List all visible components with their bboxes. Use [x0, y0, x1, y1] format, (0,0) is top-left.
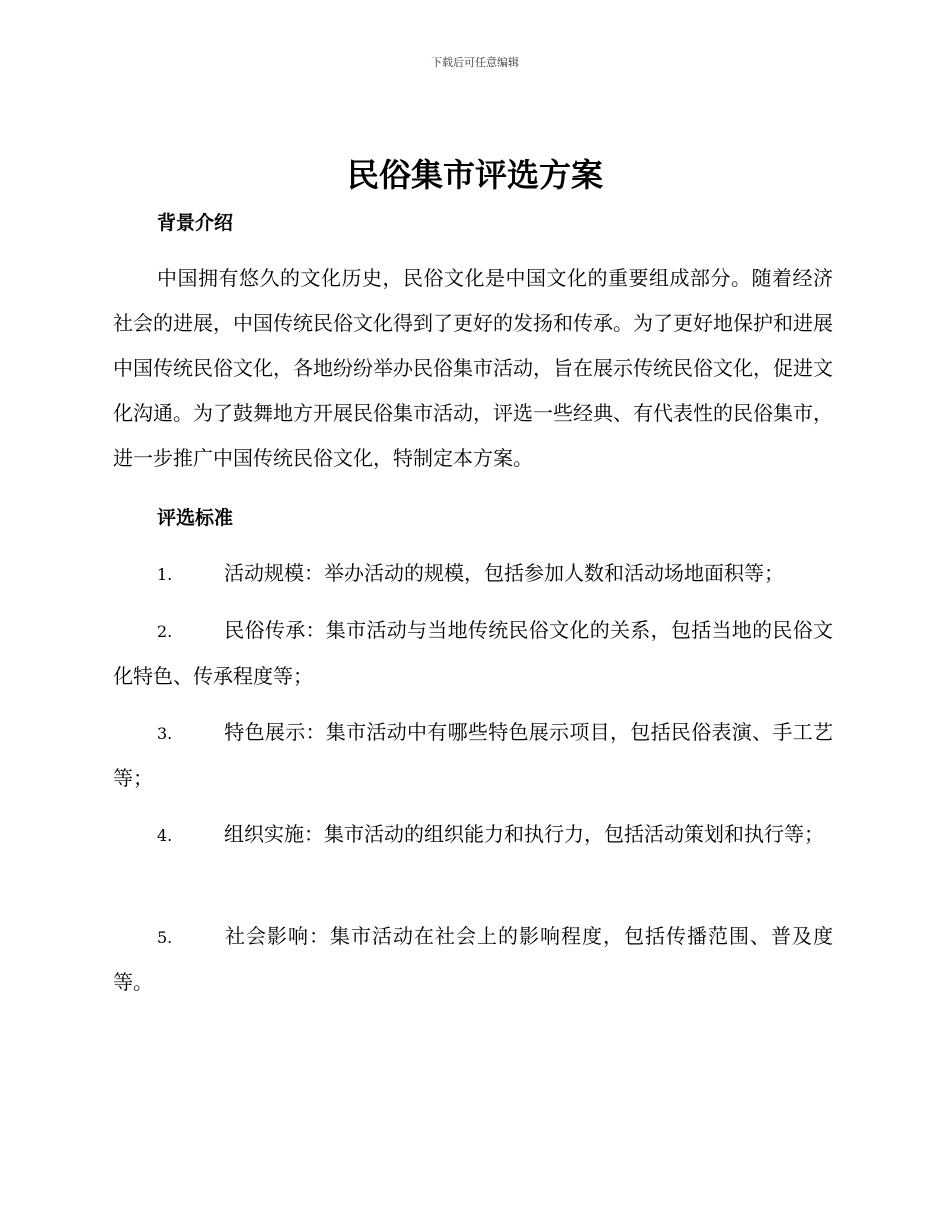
list-item-number: 4.: [157, 826, 173, 845]
list-item-text: 活动规模：举办活动的规模，包括参加人数和活动场地面积等；: [224, 561, 784, 585]
criteria-list-item: [113, 551, 833, 597]
list-item-text: 特色展示：集市活动中有哪些特色展示项目，包括民俗表演、手工艺等；: [113, 720, 833, 790]
section-heading-background: 背景介绍: [157, 212, 234, 234]
page-title: 民俗集市评选方案: [346, 156, 603, 194]
criteria-list-item: [113, 812, 833, 858]
list-item-number: 2.: [157, 622, 173, 641]
section-heading-criteria: 评选标准: [157, 507, 234, 529]
list-item-text: 组织实施：集市活动的组织能力和执行力，包括活动策划和执行等；: [224, 822, 824, 846]
list-item-number: 1.: [157, 565, 173, 584]
list-item-number: 3.: [157, 724, 173, 743]
criteria-list-item: [113, 608, 833, 699]
criteria-list-item: [113, 914, 833, 1005]
header-note: 下载后可任意编辑: [431, 56, 519, 69]
list-item-text: 社会影响：集市活动在社会上的影响程度，包括传播范围、普及度等。: [113, 924, 833, 994]
background-paragraph: 中国拥有悠久的文化历史，民俗文化是中国文化的重要组成部分。随着经济社会的进展，中国传统民俗文化得到了更好的发扬和传承。为了更好地保护和进展中国传统民俗文化，各地纷纷举办民俗集市活动，旨在展示传统民俗文化，促进文化沟通。为了鼓舞地方开展民俗集市活动，评选一些经典、有代表性的民俗集市，进一步推广中国传统民俗文化，特制定本方案。: [113, 266, 833, 470]
list-item-number: 5.: [157, 928, 173, 947]
list-item-text: 民俗传承：集市活动与当地传统民俗文化的关系，包括当地的民俗文化特色、传承程度等；: [113, 618, 833, 688]
criteria-list-item: [113, 710, 833, 801]
